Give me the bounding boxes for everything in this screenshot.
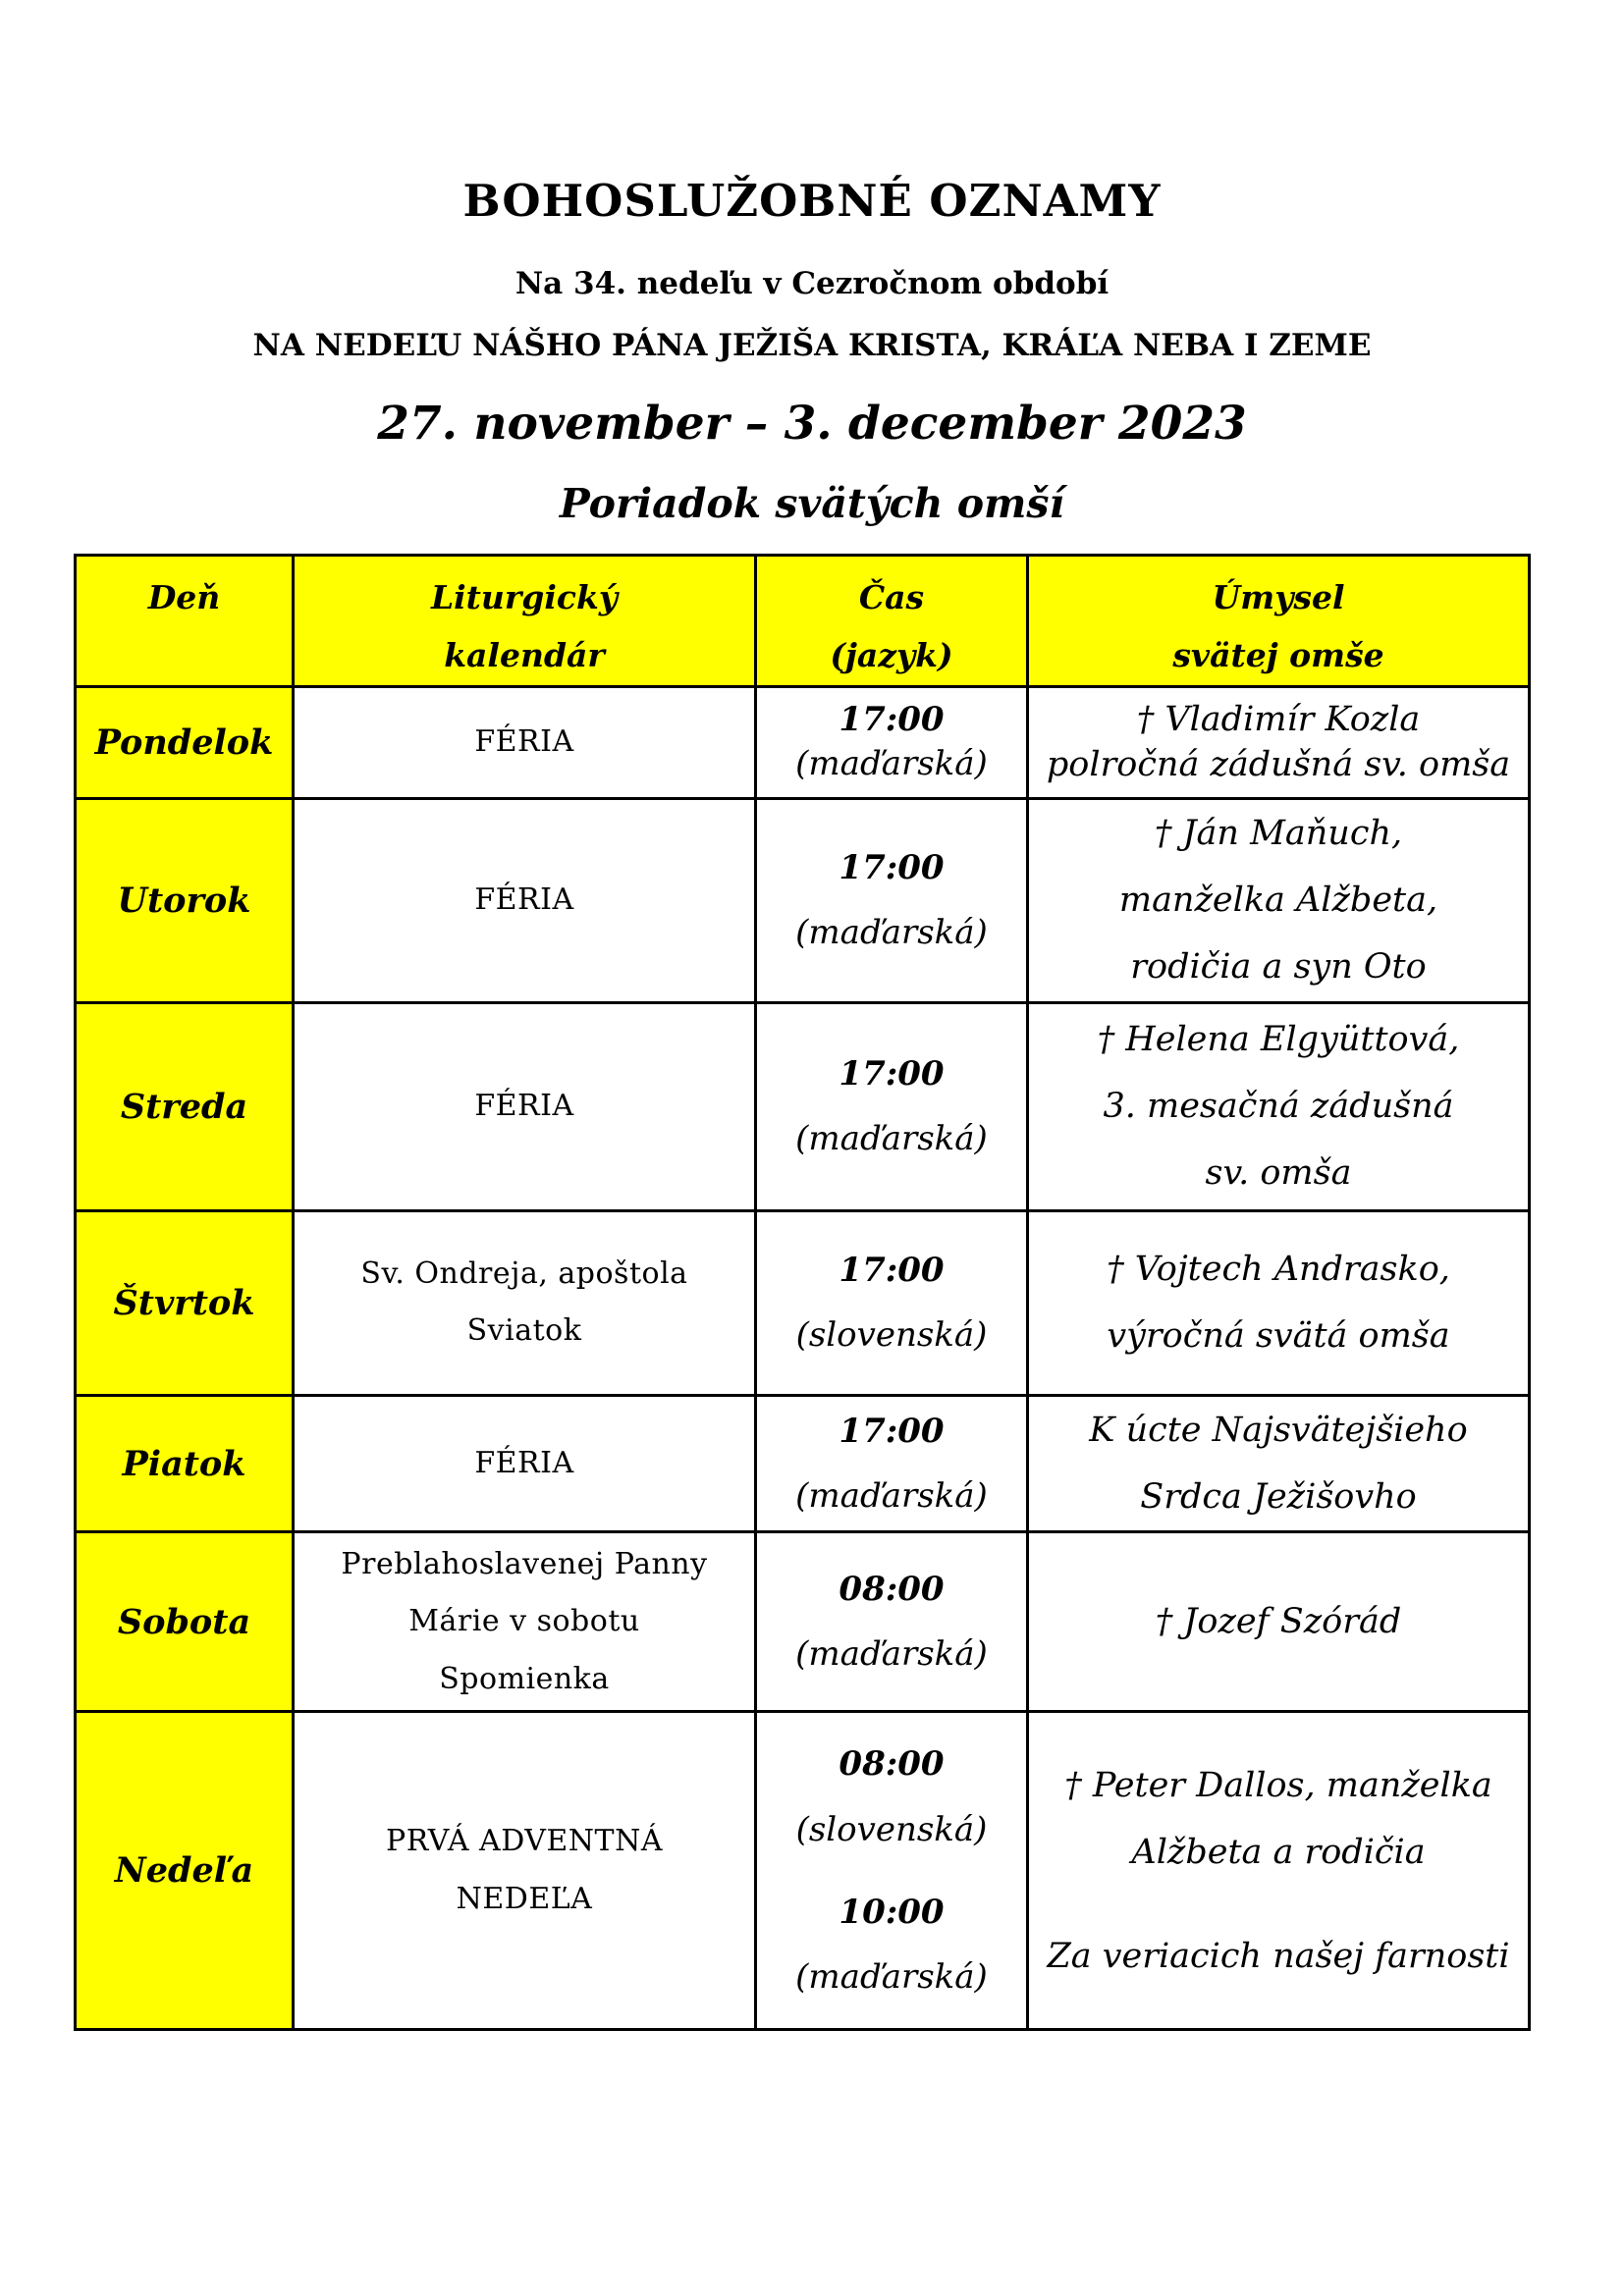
time-language: (maďarská) — [795, 1634, 988, 1675]
intention-line: rodičia a syn Oto — [1130, 947, 1427, 988]
calendar-line: Spomienka — [439, 1661, 610, 1696]
page-title: BOHOSLUŽOBNÉ OZNAMY — [462, 175, 1162, 227]
calendar-line: NEDEĽA — [456, 1881, 593, 1916]
table-row-sobota — [76, 1532, 1530, 1712]
intention-cell — [1028, 1712, 1530, 2030]
time-stack — [757, 1715, 1026, 2027]
intention-line: † Peter Dallos, manželka — [1064, 1765, 1492, 1805]
time-cell — [756, 1395, 1028, 1532]
time-cell — [756, 1002, 1028, 1210]
calendar-line: Sviatok — [466, 1313, 582, 1349]
time-value: 17:00 — [839, 847, 945, 887]
time-language: (maďarská) — [795, 744, 988, 784]
time-value: 17:00 — [839, 700, 945, 740]
intention-line: Alžbeta a rodičia — [1131, 1832, 1426, 1872]
intention-line: † Helena Elgyüttová, — [1097, 1019, 1460, 1059]
intention-line: † Vojtech Andrasko, — [1107, 1250, 1450, 1290]
time-cell — [756, 1712, 1028, 2030]
day-cell: Nedeľa — [76, 1712, 294, 2030]
intention-line: Za veriacich našej farnosti — [1047, 1936, 1510, 1976]
intention-cell — [1028, 1532, 1530, 1712]
calendar-line: FÉRIA — [474, 882, 574, 918]
day-cell: Sobota — [76, 1532, 294, 1712]
table-row-streda — [76, 1002, 1530, 1210]
table-row-stvrtok — [76, 1210, 1530, 1395]
header-time — [756, 556, 1028, 687]
section-title: Poriadok svätých omší — [559, 480, 1065, 527]
intention-line: Srdca Ježišovho — [1140, 1477, 1417, 1518]
intention-line: † Ján Maňuch, — [1154, 813, 1403, 853]
intention-line: † Jozef Szórád — [1155, 1602, 1402, 1642]
calendar-line: FÉRIA — [474, 1445, 574, 1480]
table-row-nedela — [76, 1712, 1530, 2030]
time-value: 08:00 — [839, 1569, 945, 1609]
intention-cell — [1028, 1210, 1530, 1395]
time-block — [757, 1732, 1026, 1862]
time-language: (slovenská) — [795, 1809, 988, 1849]
calendar-line: FÉRIA — [474, 724, 574, 760]
time-cell — [756, 798, 1028, 1002]
time-language: (maďarská) — [795, 1476, 988, 1517]
intention-cell — [1028, 798, 1530, 1002]
intention-line: manželka Alžbeta, — [1118, 881, 1438, 921]
intention-stack — [1029, 1715, 1528, 2027]
day-cell: Piatok — [76, 1395, 294, 1532]
calendar-cell — [294, 1712, 756, 2030]
time-language: (slovenská) — [795, 1315, 988, 1356]
intention-block — [1029, 1752, 1528, 1887]
intention-line: výročná svätá omša — [1107, 1316, 1450, 1357]
intention-line: polročná zádušná sv. omša — [1046, 745, 1511, 785]
intention-line: † Vladimír Kozla — [1136, 700, 1421, 740]
header-calendar-line: kalendár — [444, 636, 605, 675]
calendar-line: Márie v sobotu — [408, 1604, 640, 1639]
header-time-line: (jazyk) — [830, 636, 953, 675]
table-row-pondelok — [76, 686, 1530, 798]
intention-cell — [1028, 1002, 1530, 1210]
time-value: 17:00 — [839, 1250, 945, 1290]
calendar-cell — [294, 686, 756, 798]
day-cell: Štvrtok — [76, 1210, 294, 1395]
table-row-utorok — [76, 798, 1530, 1002]
intention-block — [1029, 1923, 1528, 1990]
time-cell — [756, 1210, 1028, 1395]
time-value: 10:00 — [839, 1892, 945, 1932]
subtitle-sunday: Na 34. nedeľu v Cezročnom období — [514, 266, 1110, 301]
header-time-line: Čas — [858, 578, 925, 616]
header-day — [76, 556, 294, 687]
intention-cell — [1028, 1395, 1530, 1532]
table-header-row — [76, 556, 1530, 687]
header-intention — [1028, 556, 1530, 687]
time-language: (maďarská) — [795, 1119, 988, 1159]
header-intention-line: svätej omše — [1172, 636, 1384, 675]
intention-cell — [1028, 686, 1530, 798]
calendar-cell — [294, 1210, 756, 1395]
intention-line: 3. mesačná zádušná — [1103, 1087, 1454, 1127]
table-row-piatok — [76, 1395, 1530, 1532]
time-value: 17:00 — [839, 1411, 945, 1451]
date-range: 27. november – 3. december 2023 — [377, 397, 1247, 451]
day-cell: Streda — [76, 1002, 294, 1210]
time-cell — [756, 1532, 1028, 1712]
time-value: 17:00 — [839, 1053, 945, 1094]
time-cell — [756, 686, 1028, 798]
calendar-line: Preblahoslavenej Panny — [341, 1546, 708, 1581]
day-cell: Utorok — [76, 798, 294, 1002]
calendar-cell — [294, 1002, 756, 1210]
subtitle-feast: NA NEDEĽU NÁŠHO PÁNA JEŽIŠA KRISTA, KRÁĽA NEBA I ZEME — [252, 328, 1372, 363]
header-day-label: Deň — [147, 578, 221, 616]
header-calendar-line: Liturgický — [430, 578, 619, 616]
header-calendar — [294, 556, 756, 687]
day-cell: Pondelok — [76, 686, 294, 798]
intention-line: K úcte Najsvätejšieho — [1089, 1410, 1468, 1450]
header-intention-line: Úmysel — [1212, 578, 1345, 616]
calendar-cell — [294, 798, 756, 1002]
time-language: (maďarská) — [795, 913, 988, 953]
time-block — [757, 1880, 1026, 2010]
intention-line: sv. omša — [1205, 1153, 1352, 1194]
time-value: 08:00 — [839, 1744, 945, 1785]
calendar-cell — [294, 1395, 756, 1532]
calendar-cell — [294, 1532, 756, 1712]
calendar-line: PRVÁ ADVENTNÁ — [386, 1824, 663, 1859]
calendar-line: Sv. Ondreja, apoštola — [360, 1255, 688, 1291]
mass-schedule-table — [74, 554, 1531, 2031]
time-language: (maďarská) — [795, 1956, 988, 1997]
calendar-line: FÉRIA — [474, 1089, 574, 1124]
